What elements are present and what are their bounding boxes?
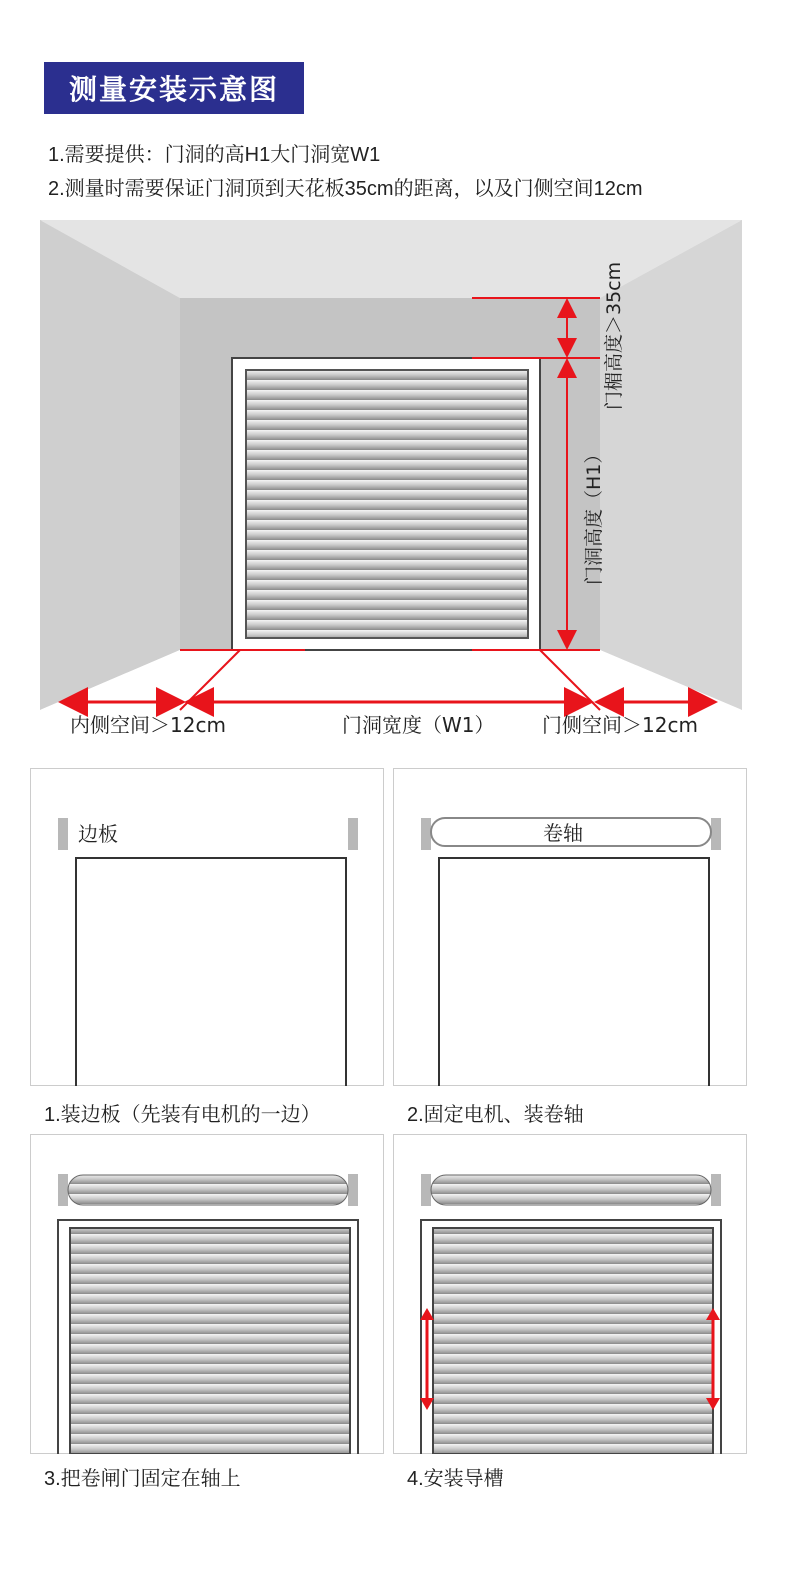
step-4-panel (393, 1134, 747, 1454)
step-1-panel (30, 768, 384, 1086)
step-2-caption: 2.固定电机、装卷轴 (407, 1104, 584, 1126)
rolled-shutter-axle (68, 1175, 348, 1205)
note-requirement-2: 2.测量时需要保证门洞顶到天花板35cm的距离，以及门侧空间12cm (48, 178, 643, 200)
note-requirement-1: 1.需要提供：门洞的高H1大门洞宽W1 (48, 144, 381, 166)
page-title: 测量安装示意图 (44, 62, 304, 114)
right-side-plate (348, 818, 358, 850)
inner-space-label: 内侧空间＞12cm (70, 713, 226, 737)
rolling-shutter (246, 370, 528, 638)
step-3-panel (30, 1134, 384, 1454)
rolling-shutter (70, 1228, 350, 1454)
step-1-caption: 1.装边板（先装有电机的一边） (44, 1104, 321, 1126)
rolling-shutter (433, 1228, 713, 1454)
left-wall (40, 220, 180, 710)
roller-axle-label: 卷轴 (543, 821, 583, 845)
side-space-label: 门侧空间＞12cm (542, 713, 698, 737)
door-width-label: 门洞宽度（W1） (342, 713, 495, 737)
step-3-caption: 3.把卷闸门固定在轴上 (44, 1468, 241, 1490)
lintel-height-label: 门楣高度＞35cm (603, 261, 625, 410)
room-measurement-diagram (40, 220, 742, 750)
left-side-plate (58, 818, 68, 850)
step-2-panel (393, 768, 747, 1086)
rolled-shutter-axle (431, 1175, 711, 1205)
side-plate-label: 边板 (78, 822, 118, 846)
step-4-caption: 4.安装导槽 (407, 1468, 504, 1490)
door-height-label: 门洞高度（H1） (583, 444, 605, 585)
